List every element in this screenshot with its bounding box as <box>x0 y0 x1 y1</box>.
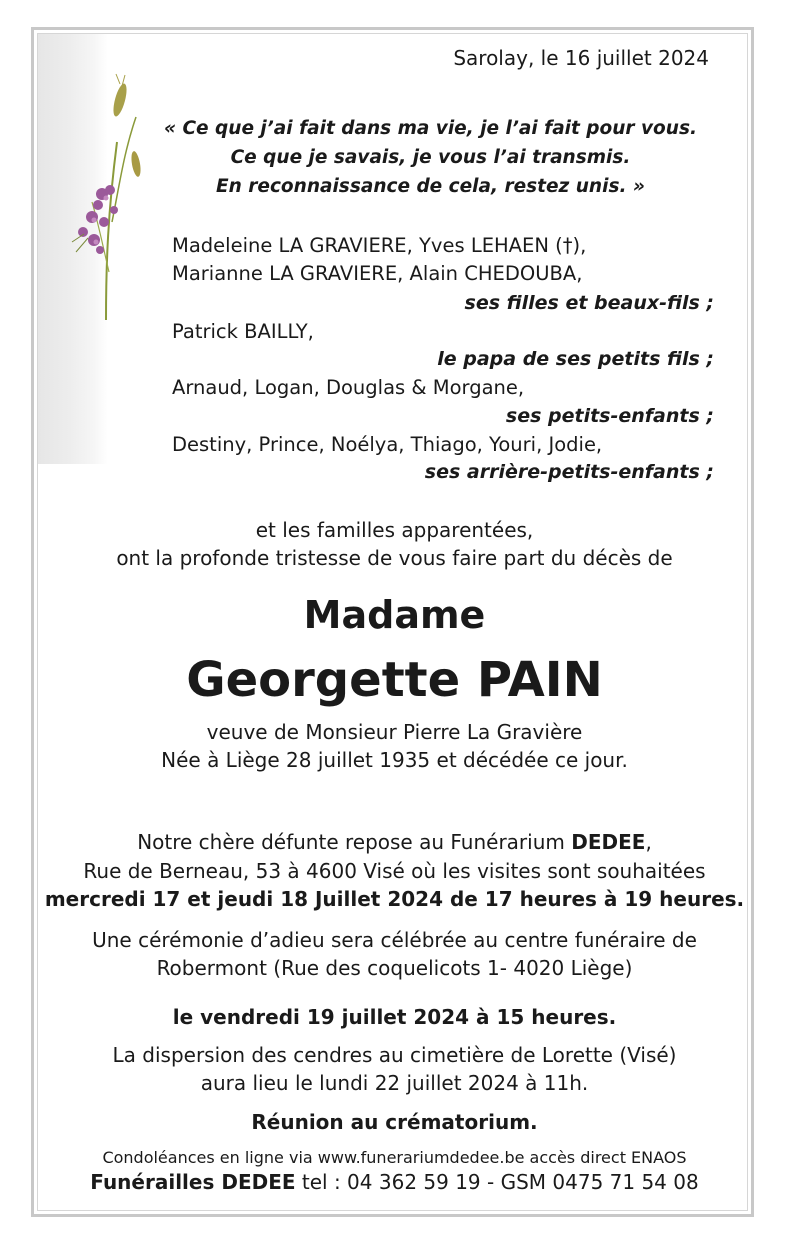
ceremony-line-2: Robermont (Rue des coquelicots 1- 4020 Liège) <box>156 956 633 980</box>
repose-line <box>0 830 789 854</box>
address-line: Rue de Berneau, 53 à 4600 Visé où les visites sont souhaitées <box>83 859 706 883</box>
visits-line: mercredi 17 et jeudi 18 Juillet 2024 de 17 heures à 19 heures. <box>44 887 745 911</box>
epitaph-line-3: En reconnaissance de cela, restez unis. » <box>216 176 645 197</box>
company-contact-line <box>0 1170 789 1194</box>
widow-line: veuve de Monsieur Pierre La Gravière <box>206 720 583 744</box>
dispersion-line-1: La dispersion des cendres au cimetière de Lorette (Visé) <box>112 1043 677 1067</box>
born-died-line: Née à Liège 28 juillet 1935 et décédée ce jour. <box>161 748 628 772</box>
dispersion-line-2: aura lieu le lundi 22 juillet 2024 à 11h. <box>200 1071 589 1095</box>
funerarium-name: DEDEE <box>571 830 646 854</box>
deceased-title: Madame <box>303 593 486 637</box>
condolences-line: Condoléances en ligne via www.funerariumdedee.be accès direct ENAOS <box>102 1148 687 1167</box>
repose-prefix: Notre chère défunte repose au Funérarium <box>137 830 572 854</box>
family-relation-1: ses filles et beaux-fils ; <box>464 292 714 314</box>
place-date: Sarolay, le 16 juillet 2024 <box>453 46 709 70</box>
epitaph-line-2: Ce que je savais, je vous l’ai transmis. <box>230 147 631 168</box>
deceased-name: Georgette PAIN <box>186 652 603 708</box>
family-line-3: Patrick BAILLY, <box>172 320 314 343</box>
family-relation-2: le papa de ses petits fils ; <box>437 348 714 370</box>
repose-suffix: , <box>645 830 652 854</box>
company-contact: tel : 04 362 59 19 - GSM 0475 71 54 08 <box>295 1170 699 1194</box>
family-line-5: Destiny, Prince, Noélya, Thiago, Youri, Jodie, <box>172 433 603 456</box>
ceremony-line-1: Une cérémonie d’adieu sera célébrée au centre funéraire de <box>92 928 697 952</box>
family-line-1: Madeleine LA GRAVIERE, Yves LEHAEN (†), <box>172 234 587 257</box>
family-relation-3: ses petits-enfants ; <box>505 405 714 427</box>
reunion-line: Réunion au crématorium. <box>251 1110 538 1134</box>
ceremony-date: le vendredi 19 juillet 2024 à 15 heures. <box>172 1005 617 1029</box>
intro-line-1: et les familles apparentées, <box>255 518 534 542</box>
family-relation-4: ses arrière-petits-enfants ; <box>424 461 714 483</box>
family-line-4: Arnaud, Logan, Douglas & Morgane, <box>172 376 525 399</box>
company-name: Funérailles DEDEE <box>90 1170 296 1194</box>
epitaph-line-1: « Ce que j’ai fait dans ma vie, je l’ai fait pour vous. <box>164 118 697 139</box>
intro-line-2: ont la profonde tristesse de vous faire part du décès de <box>116 546 673 570</box>
family-line-2: Marianne LA GRAVIERE, Alain CHEDOUBA, <box>172 262 583 285</box>
